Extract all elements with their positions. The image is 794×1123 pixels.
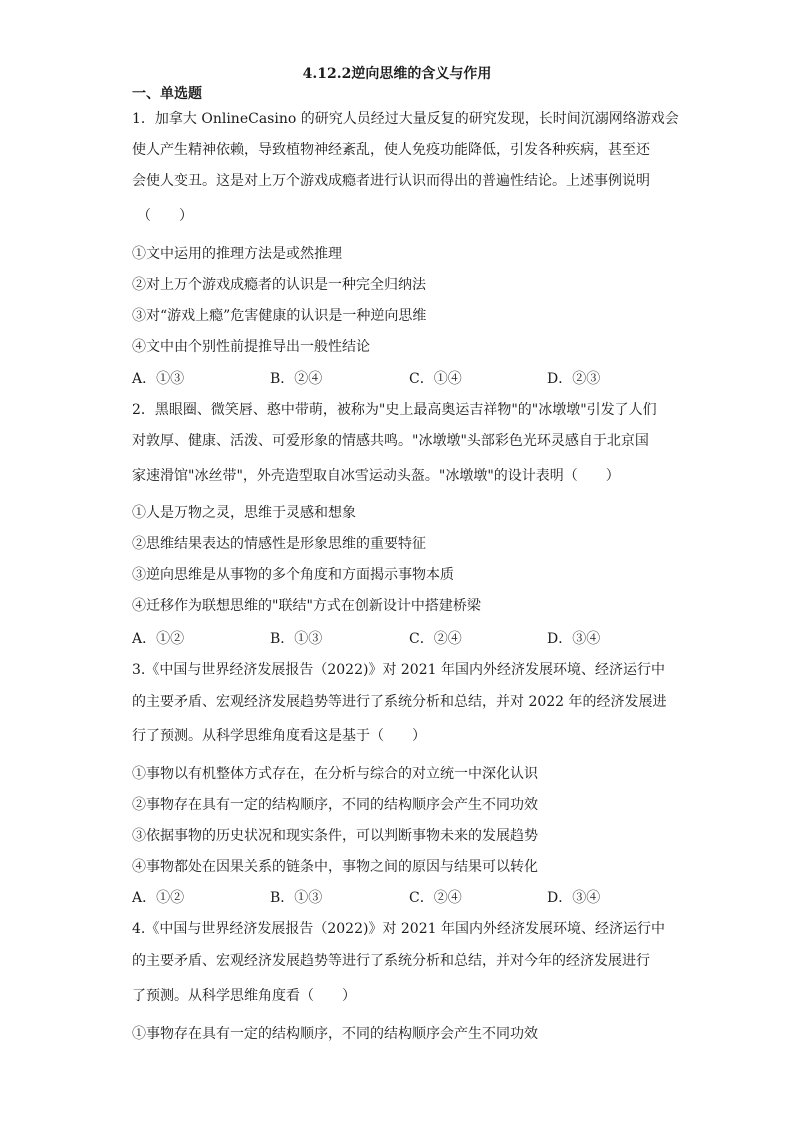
q3-line-1: 3.《中国与世界经济发展报告（2022)》对 2021 年国内外经济发展环境、经济运行中	[132, 662, 665, 678]
q2-line-2: 对敦厚、健康、活泼、可爱形象的情感共鸣。"冰墩墩"头部彩色光环灵感自于北京国	[132, 433, 649, 449]
q1-item-1: ①文中运用的推理方法是或然推理	[132, 246, 342, 262]
q1-line-2: 使人产生精神依赖，导致植物神经紊乱，使人免疫功能降低，引发各种疾病，甚至还	[132, 142, 650, 158]
q3-item-3: ③依据事物的历史状况和现实条件，可以判断事物未来的发展趋势	[132, 828, 538, 844]
q1-option-c: C．①④	[409, 371, 462, 387]
q2-line-3: 家速滑馆"冰丝带"，外壳造型取自冰雪运动头盔。"冰墩墩"的设计表明（ ）	[132, 468, 620, 484]
q2-line-1: 2．黑眼圈、微笑唇、憨中带萌，被称为"史上最高奥运吉祥物"的"冰墩墩"引发了人们	[132, 402, 657, 418]
q2-option-b: B．①③	[270, 631, 323, 647]
q1-option-d: D．②③	[547, 371, 601, 387]
q1-option-b: B．②④	[270, 371, 323, 387]
section-heading: 一、单选题	[132, 86, 202, 102]
q3-line-2: 的主要矛盾、宏观经济发展趋势等进行了系统分析和总结，并对 2022 年的经济发展进	[132, 694, 667, 710]
q4-line-2: 的主要矛盾、宏观经济发展趋势等进行了系统分析和总结，并对今年的经济发展进行	[132, 953, 650, 969]
q2-item-2: ②思维结果表达的情感性是形象思维的重要特征	[132, 536, 426, 552]
q3-line-3: 行了预测。从科学思维角度看这是基于（ ）	[132, 728, 426, 744]
q2-option-a: A．①②	[132, 631, 185, 647]
q3-option-d: D．③④	[547, 890, 601, 906]
q4-line-1: 4.《中国与世界经济发展报告（2022)》对 2021 年国内外经济发展环境、经济运行中	[132, 921, 665, 937]
q1-option-a: A．①③	[132, 371, 185, 387]
q1-line-3: 会使人变丑。这是对上万个游戏成瘾者进行认识而得出的普遍性结论。上述事例说明	[132, 173, 650, 189]
q1-item-2: ②对上万个游戏成瘾者的认识是一种完全归纳法	[132, 277, 426, 293]
q3-item-4: ④事物都处在因果关系的链条中，事物之间的原因与结果可以转化	[132, 859, 538, 875]
q1-answer-blank: （ ）	[137, 208, 193, 224]
q3-item-2: ②事物存在具有一定的结构顺序，不同的结构顺序会产生不同功效	[132, 797, 538, 813]
q1-item-3: ③对“游戏上瘾”危害健康的认识是一种逆向思维	[132, 308, 427, 324]
q2-item-1: ①人是万物之灵，思维于灵感和想象	[132, 505, 356, 521]
q4-item-1: ①事物存在具有一定的结构顺序，不同的结构顺序会产生不同功效	[132, 1026, 538, 1042]
q2-item-3: ③逆向思维是从事物的多个角度和方面揭示事物本质	[132, 567, 454, 583]
q2-option-c: C．②④	[409, 631, 462, 647]
q3-option-c: C．②④	[409, 890, 462, 906]
q1-item-4: ④文中由个别性前提推导出一般性结论	[132, 339, 370, 355]
q2-item-4: ④迁移作为联想思维的"联结"方式在创新设计中搭建桥梁	[132, 598, 481, 614]
q2-option-d: D．③④	[547, 631, 601, 647]
q1-line-1: 1．加拿大 OnlineCasino 的研究人员经过大量反复的研究发现，长时间沉溺网络游戏会	[132, 111, 679, 127]
q3-item-1: ①事物以有机整体方式存在，在分析与综合的对立统一中深化认识	[132, 766, 538, 782]
q3-option-b: B．①③	[270, 890, 323, 906]
q3-option-a: A．①②	[132, 890, 185, 906]
q4-line-3: 了预测。从科学思维角度看（ ）	[132, 988, 356, 1004]
page-title: 4.12.2逆向思维的含义与作用	[302, 66, 492, 82]
